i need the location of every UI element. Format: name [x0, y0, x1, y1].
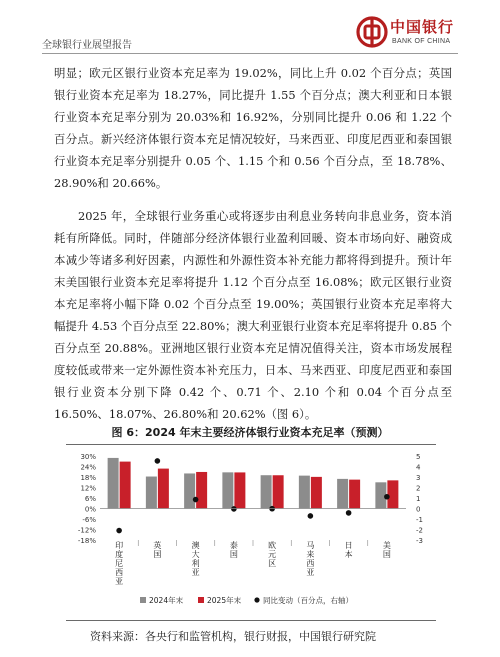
y-left-tick-label: 24%: [80, 463, 96, 472]
body-paragraph-2: [54, 205, 452, 425]
bank-of-china-emblem-icon: [356, 16, 388, 48]
y-right-tick-label: 2: [416, 484, 421, 493]
bank-logo: [356, 14, 466, 54]
bar-2024: [299, 476, 310, 509]
header-divider: [42, 53, 458, 54]
legend-label-2024: 2024年末: [149, 596, 184, 605]
legend-label-2025: 2025年末: [207, 596, 242, 605]
bar-2024: [337, 479, 348, 509]
legend-swatch-2024: [140, 597, 146, 603]
y-right-tick-label: 3: [416, 474, 421, 482]
y-right-tick-label: 1: [416, 495, 421, 503]
y-left-tick-label: 18%: [80, 474, 96, 482]
change-dot: [116, 528, 122, 534]
bar-2025: [120, 462, 131, 509]
y-right-tick-label: -3: [416, 537, 423, 545]
change-dot: [193, 497, 199, 503]
y-right-tick-label: 5: [416, 453, 421, 461]
legend-label-change: 同比变动（百分点，右轴）: [263, 596, 353, 605]
capital-adequacy-chart: [66, 446, 436, 618]
bar-2025: [196, 472, 207, 509]
y-right-tick-label: -1: [416, 516, 423, 524]
y-right-tick-label: -2: [416, 526, 423, 535]
category-label: 欧元区: [268, 541, 277, 568]
y-left-tick-label: 12%: [80, 484, 96, 493]
bar-2025: [234, 472, 245, 508]
category-label: 英国: [153, 541, 162, 559]
y-left-tick-label: -12%: [77, 526, 96, 535]
category-label: 泰国: [229, 541, 238, 559]
bar-2025: [311, 477, 322, 509]
figure-top-rule: [66, 444, 436, 445]
y-left-tick-label: 0%: [84, 505, 96, 514]
bar-2025: [158, 469, 169, 509]
logo-english-name: BANK OF CHINA: [392, 38, 451, 45]
category-label: 美国: [382, 541, 391, 559]
change-dot: [155, 458, 161, 464]
figure-source: 资料来源：各央行和监管机构，银行财报，中国银行研究院: [90, 630, 376, 643]
category-label: 马来西亚: [306, 541, 315, 577]
bar-2025: [349, 480, 360, 509]
bar-2024: [184, 473, 195, 508]
figure-title: 图 6：2024 年末主要经济体银行业资本充足率（预测）: [111, 426, 389, 439]
figure-bottom-rule: [66, 620, 436, 621]
legend-swatch-2025: [198, 597, 204, 603]
y-right-tick-label: 0: [416, 505, 421, 514]
change-dot: [231, 506, 237, 512]
y-left-tick-label: 30%: [80, 453, 96, 461]
y-left-tick-label: -18%: [77, 537, 96, 545]
category-label: 日本: [344, 541, 353, 559]
body-paragraph-1: 明显；欧元区银行业资本充足率为 19.02%，同比上升 0.02 个百分点；英国银行业资本充足率为 18.27%，同比提升 1.55 个百分点；澳大利亚和日本银行业资本充足率分别为 20.03%和 16.92%，分别同比提升 0.06 和 1.22 个百分点。新兴经济体银行资本充足情况较好，马来西亚、印度尼西亚和泰国银行业资本充足率分别提升 0.05 个、1.15 个和 0.56 个百分点，至 18.78%、28.90%和 20.66%。: [54, 66, 452, 190]
change-dot: [384, 494, 390, 500]
logo-chinese-name: 中国银行: [390, 18, 455, 36]
bar-2024: [222, 472, 233, 508]
bar-2024: [261, 475, 272, 508]
body-paragraph-2-text: 2025 年，全球银行业务重心或将逐步由利息业务转向非息业务，资本消耗有所降低。同时，伴随部分经济体银行业盈利回暖、资本市场向好、融资成本减少等诸多利好因素，内源性和外源性资本补充能力都将得到提升。预计年末美国银行业资本充足率将提升 1.12 个百分点至 16.08%；欧元区银行业资本充足率将小幅下降 0.02 个百分点至 19.00%；英国银行业资本充足率将大幅提升 4.53 个百分点至 22.80%；澳大利亚银行业资本充足率将提升 0.85 个百分点至 20.88%。亚洲地区银行业资本充足情况值得关注，资本市场发展程度较低或带来一定外源性资本补充压力，日本、马来西亚、印度尼西亚和泰国银行业资本分别下降 0.42 个、0.71 个、2.10 个和 0.04 个百分点至 16.50%、18.07%、26.80%和 20.62%（图 6）。: [54, 209, 452, 421]
category-label: 澳大利亚: [191, 541, 200, 577]
bar-2024: [146, 477, 157, 509]
category-label: 印度尼西亚: [115, 541, 124, 586]
bar-2025: [273, 475, 284, 508]
change-dot: [346, 510, 352, 516]
y-left-tick-label: 6%: [84, 495, 96, 503]
change-dot: [308, 513, 314, 519]
y-left-tick-label: -6%: [82, 516, 96, 524]
bar-2024: [108, 458, 119, 509]
report-title: 全球银行业展望报告: [42, 40, 132, 51]
y-right-tick-label: 4: [416, 463, 421, 472]
legend-swatch-change: [254, 597, 259, 602]
bar-2025: [387, 480, 398, 508]
